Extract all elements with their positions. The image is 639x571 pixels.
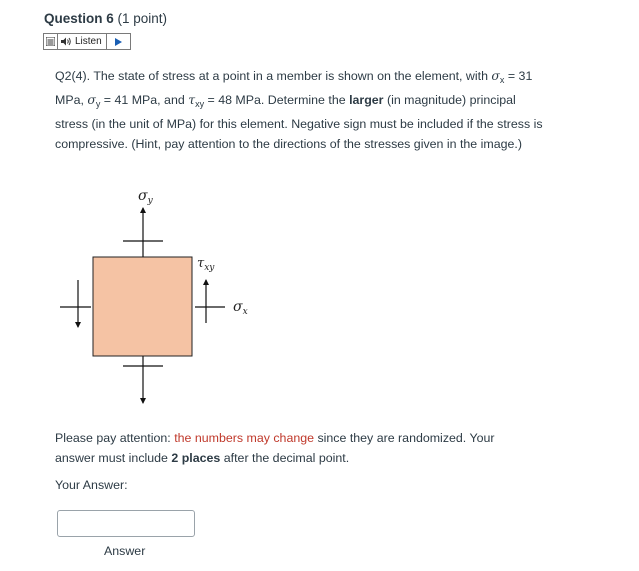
sigma-y-label: $\sigma_y$ [138, 188, 153, 206]
question-title: Question 6 [44, 11, 114, 26]
sigma-x-symbol: σ [491, 68, 500, 83]
note-suffix: after the decimal point. [223, 451, 350, 465]
answer-input[interactable] [57, 510, 195, 537]
listen-button[interactable] [58, 34, 107, 49]
equals-sign: = [507, 69, 516, 83]
your-answer-prompt: Your Answer: [55, 478, 128, 492]
sigma-y-subscript: y [95, 99, 101, 109]
tau-xy-symbol: τ [188, 92, 196, 107]
listen-label: Listen [75, 36, 102, 47]
note-highlight: the numbers may change [174, 431, 315, 445]
menu-icon[interactable] [44, 34, 58, 49]
note-prefix: Please pay attention: [55, 431, 171, 445]
question-instructions: (in magnitude) principal stress (in the unit of MPa) for this element. Negative sign must be included if the stress is compressive. (Hint, pay attention to the directions of the stresses given in the image.) [55, 93, 543, 151]
question-header [44, 11, 167, 26]
answer-field-label: Answer [104, 544, 146, 558]
randomization-note [55, 428, 535, 468]
larger-emphasis: larger [349, 93, 384, 107]
stress-element-diagram [55, 185, 295, 410]
note-decimal-places: 2 places [171, 451, 221, 465]
question-body [55, 66, 545, 154]
tau-xy-label: $\tau_{xy}$ [197, 256, 215, 273]
play-button[interactable] [107, 34, 130, 49]
question-intro: Q2(4). The state of stress at a point in a member is shown on the element, with [55, 69, 488, 83]
sigma-y-value: = 41 MPa, and [103, 93, 185, 107]
note-middle: since they are randomized. Your answer must include [55, 431, 495, 465]
sigma-x-subscript: x [499, 75, 505, 85]
speaker-icon [61, 37, 72, 46]
sigma-x-value: 31 MPa, [55, 69, 533, 107]
play-icon [115, 38, 122, 46]
question-points: (1 point) [117, 11, 168, 26]
sigma-x-label: $\sigma_x$ [233, 299, 248, 317]
tau-xy-subscript: xy [195, 99, 205, 109]
readspeaker-toolbar [43, 33, 131, 50]
sigma-y-symbol: σ [87, 92, 96, 107]
stress-element [93, 257, 192, 356]
tau-xy-value: = 48 MPa. Determine the [207, 93, 346, 107]
